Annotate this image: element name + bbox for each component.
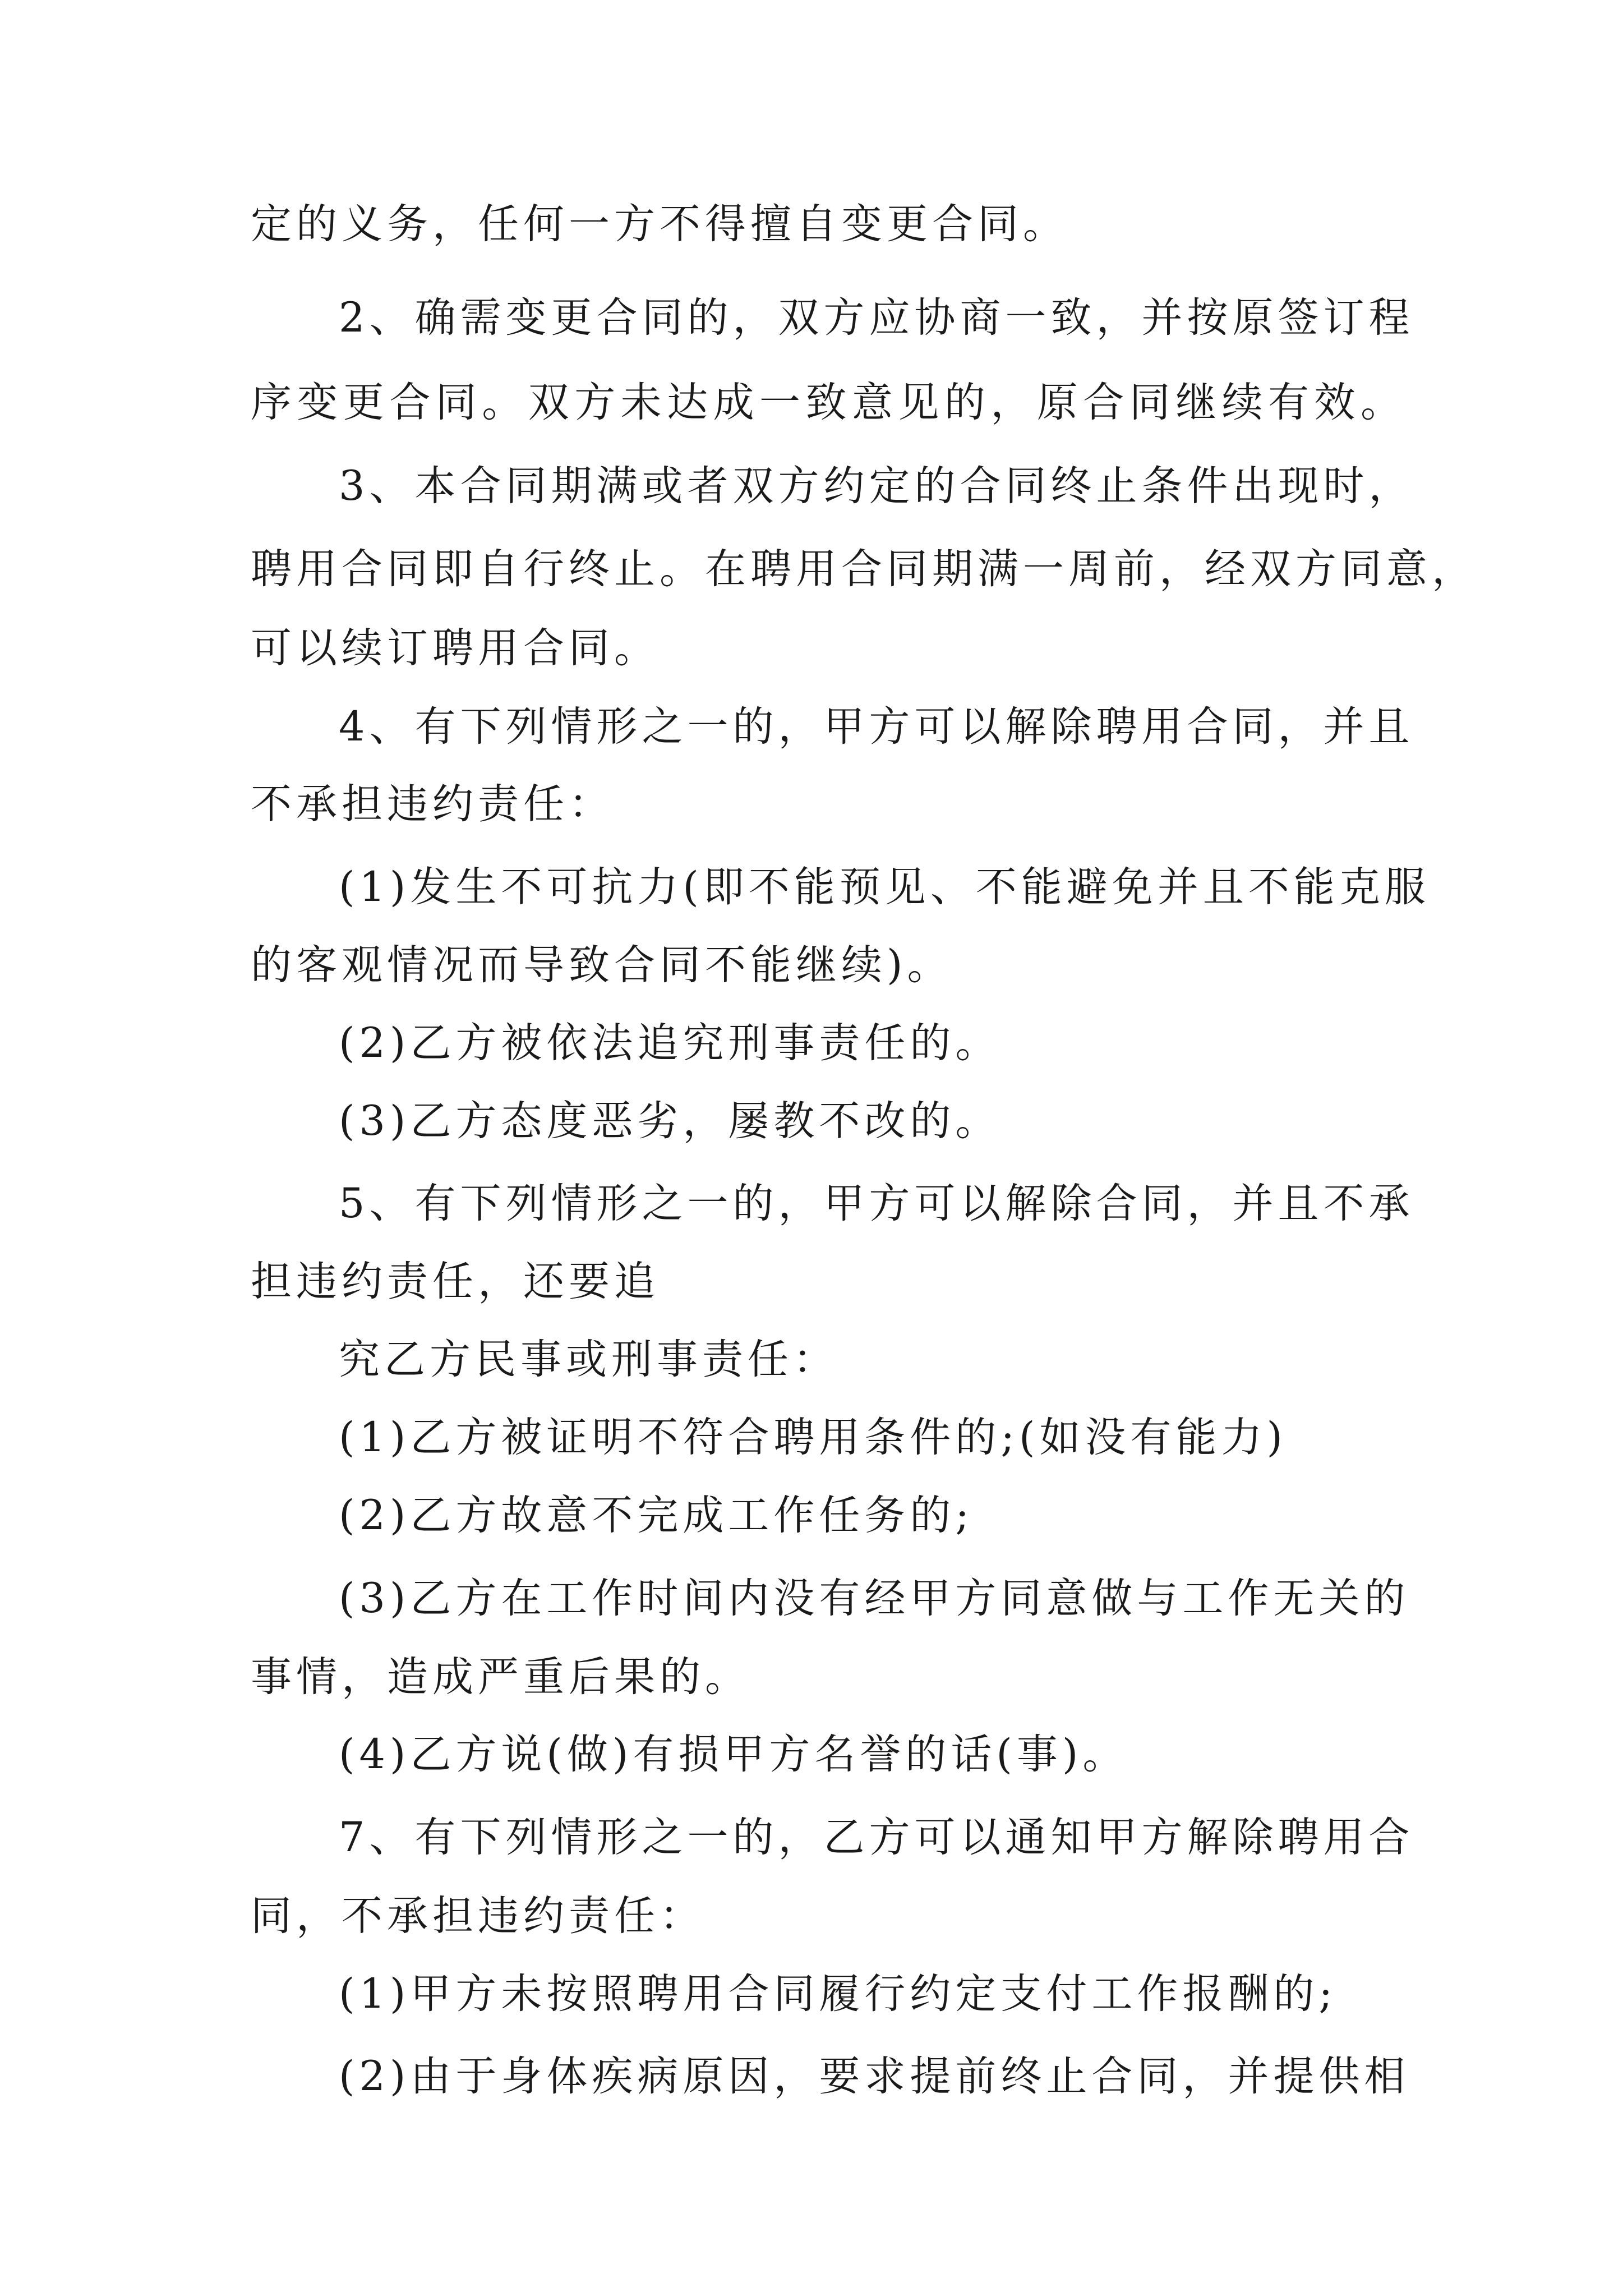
text-line: 事情，造成严重后果的。 [251,1653,750,1701]
text-line: 同，不承担违约责任： [251,1892,705,1940]
text-line: 担违约责任，还要追 [251,1258,660,1305]
text-line: 聘用合同即自行终止。在聘用合同期满一周前，经双方同意， [251,545,1477,593]
text-line: (2)乙方故意不完成工作任务的; [339,1492,974,1539]
text-line: (1)甲方未按照聘用合同履行约定支付工作报酬的; [339,1970,1337,2018]
text-line: (1)发生不可抗力(即不能预见、不能避免并且不能克服 [339,863,1430,911]
text-line: (4)乙方说(做)有损甲方名誉的话(事)。 [339,1731,1128,1778]
text-line: 5、有下列情形之一的，甲方可以解除合同，并且不承 [339,1180,1414,1227]
text-line: (2)乙方被依法追究刑事责任的。 [339,1019,1001,1067]
text-line: 可以续订聘用合同。 [251,624,660,672]
text-line: (2)由于身体疾病原因，要求提前终止合同，并提供相 [339,2053,1410,2100]
text-line: 7、有下列情形之一的，乙方可以通知甲方解除聘用合 [339,1814,1414,1861]
text-line: 究乙方民事或刑事责任： [339,1336,838,1383]
text-line: 定的义务，任何一方不得擅自变更合同。 [251,200,1068,248]
text-line: 的客观情况而导致合同不能继续)。 [251,941,953,989]
text-line: 4、有下列情形之一的，甲方可以解除聘用合同，并且 [339,703,1414,751]
text-line: (1)乙方被证明不符合聘用条件的;(如没有能力) [339,1414,1287,1461]
text-line: 3、本合同期满或者双方约定的合同终止条件出现时， [339,462,1414,510]
text-line: (3)乙方态度恶劣，屡教不改的。 [339,1097,1001,1145]
text-line: 不承担违约责任： [251,780,614,828]
text-line: 2、确需变更合同的，双方应协商一致，并按原签订程 [339,294,1414,342]
text-line: (3)乙方在工作时间内没有经甲方同意做与工作无关的 [339,1575,1410,1622]
text-line: 序变更合同。双方未达成一致意见的，原合同继续有效。 [251,379,1406,426]
